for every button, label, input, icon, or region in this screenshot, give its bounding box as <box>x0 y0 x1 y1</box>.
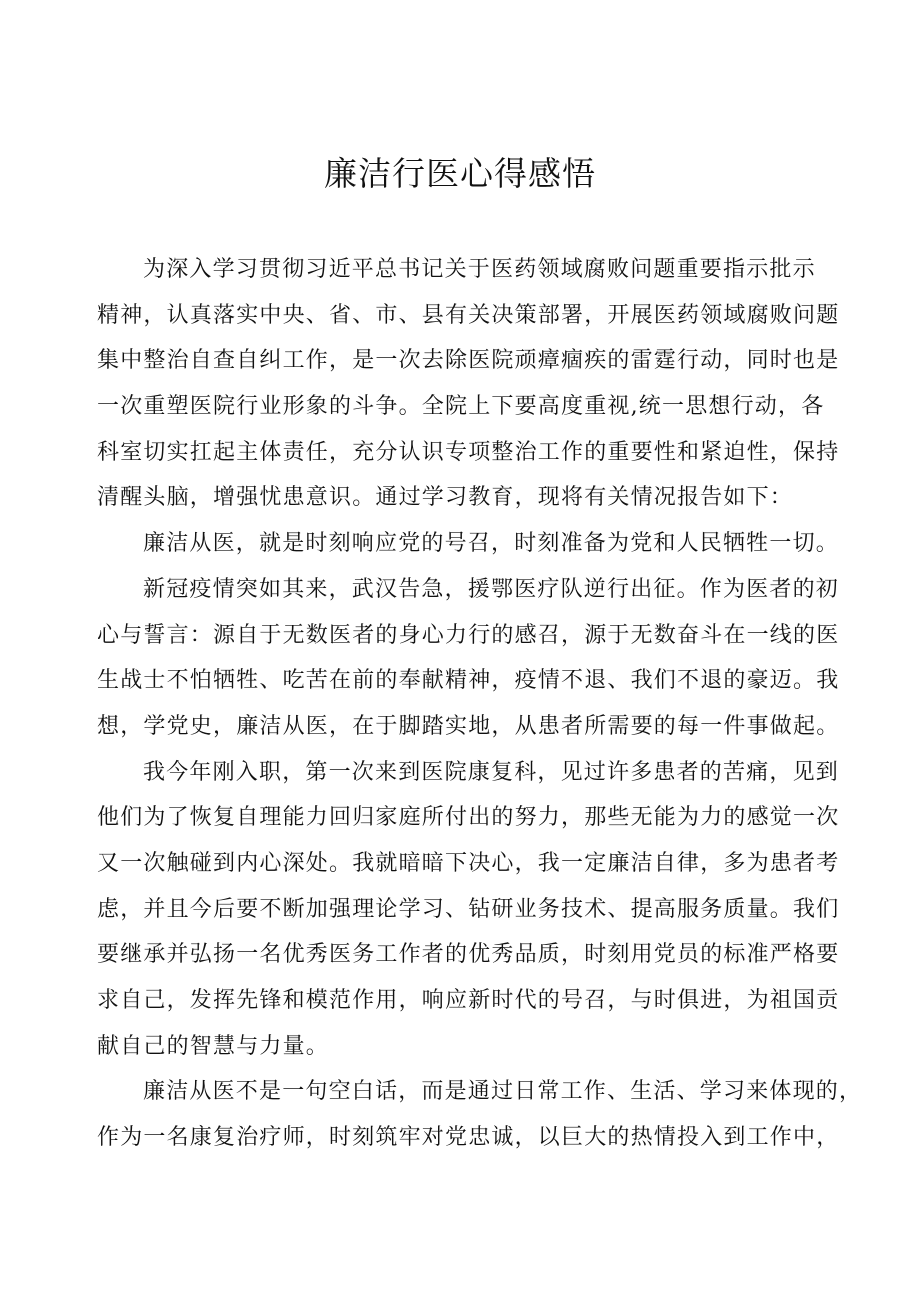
paragraph-line: 作为一名康复治疗师，时刻筑牢对党忠诚，以巨大的热情投入到工作中， <box>97 1125 840 1151</box>
paragraph-line: 精神，认真落实中央、省、市、县有关决策部署，开展医药领域腐败问题 <box>97 302 840 328</box>
paragraph-line: 生战士不怕牺牲、吃苦在前的奉献精神，疫情不退、我们不退的豪迈。我 <box>97 668 840 694</box>
paragraph-line: 虑，并且今后要不断加强理论学习、钻研业务技术、提高服务质量。我们 <box>97 896 840 922</box>
paragraph-line: 为深入学习贯彻习近平总书记关于医药领域腐败问题重要指示批示 <box>143 257 816 282</box>
paragraph-line: 他们为了恢复自理能力回归家庭所付出的努力，那些无能为力的感觉一次 <box>97 805 840 831</box>
paragraph-line: 清醒头脑，增强忧患意识。通过学习教育，现将有关情况报告如下： <box>97 485 794 511</box>
document-title: 廉洁行医心得感悟 <box>324 154 596 193</box>
paragraph-line: 廉洁从医不是一句空白话，而是通过日常工作、生活、学习来体现的， <box>143 1079 863 1105</box>
paragraph-line: 新冠疫情突如其来，武汉告急，援鄂医疗队逆行出征。作为医者的初 <box>143 576 840 602</box>
paragraph-line: 一次重塑医院行业形象的斗争。全院上下要高度重视,统一思想行动，各 <box>97 394 825 420</box>
document-body <box>97 247 863 1161</box>
paragraph-line: 心与誓言：源自于无数医者的身心力行的感召，源于无数奋斗在一线的医 <box>97 622 840 648</box>
paragraph-line: 想，学党史，廉洁从医，在于脚踏实地，从患者所需要的每一件事做起。 <box>97 713 840 739</box>
paragraph-line: 献自己的智慧与力量。 <box>97 1033 330 1059</box>
paragraph-line: 集中整治自查自纠工作，是一次去除医院顽瘴痼疾的雷霆行动，同时也是 <box>97 348 840 374</box>
paragraph-line: 廉洁从医，就是时刻响应党的号召，时刻准备为党和人民牺牲一切。 <box>143 531 840 557</box>
paragraph-line: 求自己，发挥先锋和模范作用，响应新时代的号召，与时俱进，为祖国贡 <box>97 988 840 1013</box>
paragraph-line: 科室切实扛起主体责任，充分认识专项整治工作的重要性和紧迫性，保持 <box>97 439 840 465</box>
paragraph-line: 要继承并弘扬一名优秀医务工作者的优秀品质，时刻用党员的标准严格要 <box>97 942 840 968</box>
paragraph-line: 我今年刚入职，第一次来到医院康复科，见过许多患者的苦痛，见到 <box>143 759 840 785</box>
paragraph-line: 又一次触碰到内心深处。我就暗暗下决心，我一定廉洁自律，多为患者考 <box>97 850 840 876</box>
